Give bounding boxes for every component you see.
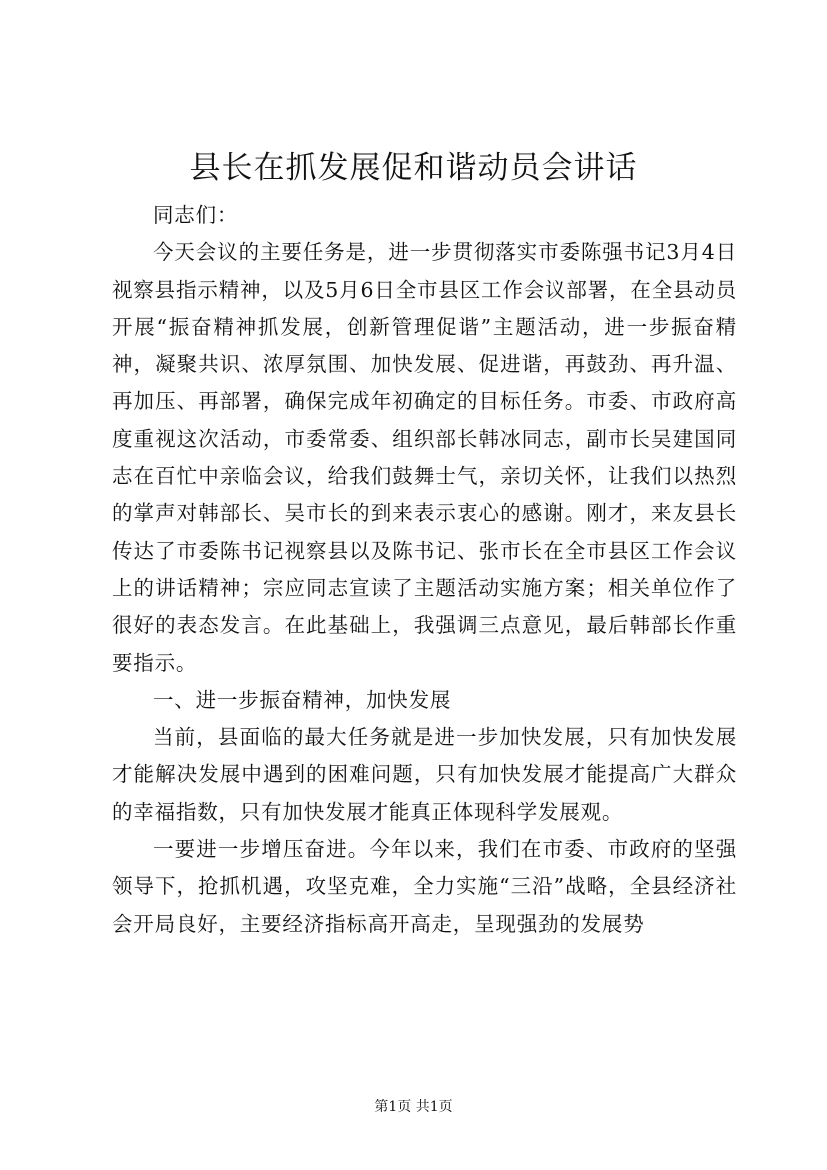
document-title: 县长在抓发展促和谐动员会讲话	[189, 150, 638, 186]
paragraph: 一要进一步增压奋进。今年以来，我们在市委、市政府的坚强领导下，抢抓机遇，攻坚克难，全力实施“三沿”战略，全县经济社会开局良好，主要经济指标高开高走，呈现强劲的发展势	[112, 837, 737, 936]
salutation: 同志们：	[153, 203, 239, 227]
paragraph: 今天会议的主要任务是，进一步贯彻落实市委陈强书记3月4日视察县指示精神，以及5月6日全市县区工作会议部署，在全县动员开展“振奋精神抓发展，创新管理促谐”主题活动，进一步振奋精神，凝聚共识、浓厚氛围、加快发展、促进谐，再鼓劲、再升温、再加压、再部署，确保完成年初确定的目标任务。市委、市政府高度重视这次活动，市委常委、组织部长韩冰同志，副市长吴建国同志在百忙中亲临会议，给我们鼓舞士气，亲切关怀，让我们以热烈的掌声对韩部长、吴市长的到来表示衷心的感谢。刚才，来友县长传达了市委陈书记视察县以及陈书记、张市长在全市县区工作会议上的讲话精神；宗应同志宣读了主题活动实施方案；相关单位作了很好的表态发言。在此基础上，我强调三点意见，最后韩部长作重要指示。	[112, 240, 737, 675]
document-body	[112, 197, 737, 943]
paragraph: 当前，县面临的最大任务就是进一步加快发展，只有加快发展才能解决发展中遇到的困难问题，只有加快发展才能提高广大群众的幸福指数，只有加快发展才能真正体现科学发展观。	[112, 725, 737, 824]
section-heading: 一、进一步振奋精神，加快发展	[153, 687, 452, 712]
page-footer: 第1页 共1页	[374, 1099, 453, 1115]
